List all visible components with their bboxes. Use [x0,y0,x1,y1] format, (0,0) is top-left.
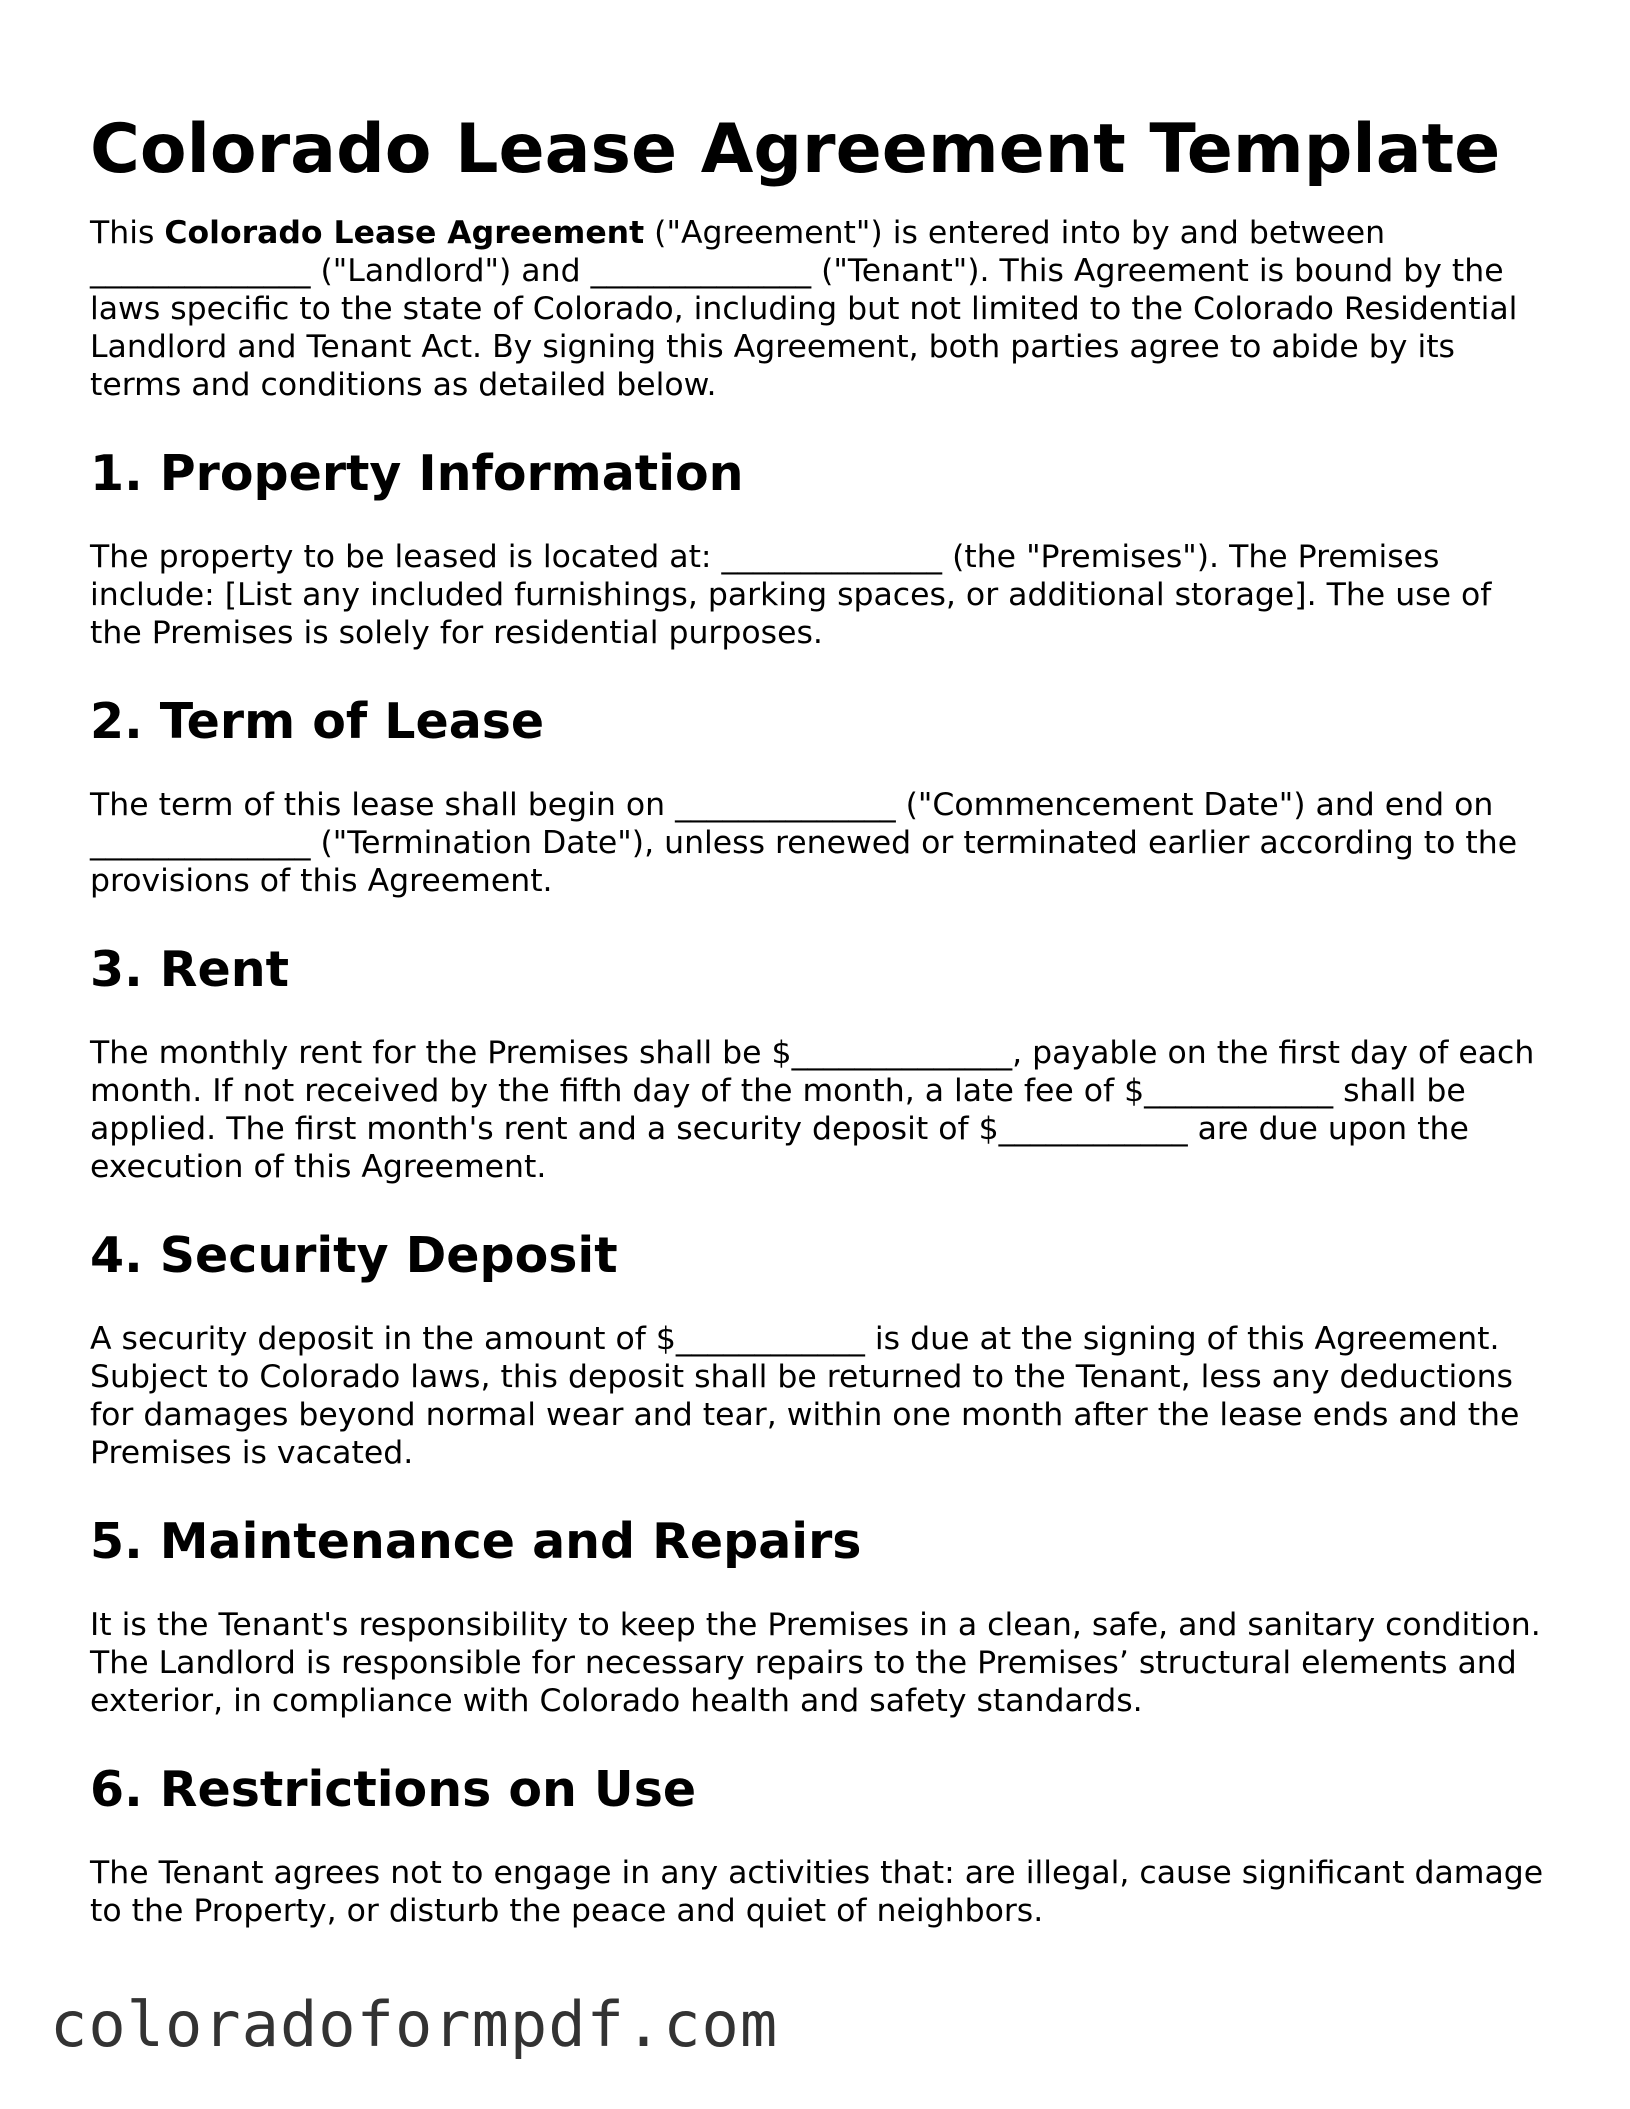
section-body-rent: The monthly rent for the Premises shall be $______________, payable on the first day of each month. If not received by the fifth day of the month, a late fee of $____________ shall be applied. The first month's rent and a security deposit of $____________ are due upon the execution of this Agreement. [90,1035,1535,1185]
section-heading-security-deposit: 4. Security Deposit [90,1227,618,1284]
intro-paragraph [90,214,1550,404]
section-body-term: The term of this lease shall begin on ______________ ("Commencement Date") and end on ______________ ("Termination Date"), unless renewed or terminated earlier according to the provisions of this Agreement. [90,787,1518,899]
section-heading-rent: 3. Rent [90,941,290,998]
section-body-security-deposit: A security deposit in the amount of $____________ is due at the signing of this Agreement. Subject to Colorado laws, this deposit shall be returned to the Tenant, less any deductions for damages beyond normal wear and tear, within one month after the lease ends and the Premises is vacated. [90,1321,1520,1471]
section-heading-maintenance: 5. Maintenance and Repairs [90,1513,862,1570]
section-body-maintenance: It is the Tenant's responsibility to keep the Premises in a clean, safe, and sanitary condition. The Landlord is responsible for necessary repairs to the Premises’ structural elements and exterior, in compliance with Colorado health and safety standards. [90,1607,1541,1719]
page-title: Colorado Lease Agreement Template [90,110,1501,189]
intro-bold-term: Colorado Lease Agreement [164,215,645,251]
document-page [90,110,1550,1930]
site-watermark: coloradoformpdf.com [50,1988,779,2061]
section-heading-restrictions: 6. Restrictions on Use [90,1761,697,1818]
intro-lead: This [90,215,165,251]
section-body-property: The property to be leased is located at: ______________ (the "Premises"). The Premises include: [List any included furnishings, parking spaces, or additional storage]. The use of the Premises is solely for residential purposes. [90,539,1492,651]
section-heading-term: 2. Term of Lease [90,693,545,750]
section-heading-property: 1. Property Information [90,445,744,502]
section-body-restrictions: The Tenant agrees not to engage in any activities that: are illegal, cause significant damage to the Property, or disturb the peace and quiet of neighbors. [90,1855,1544,1929]
intro-rest: ("Agreement") is entered into by and between ______________ ("Landlord") and ______________ ("Tenant"). This Agreement is bound by the laws specific to the state of Colorado, including but not limited to the Colorado Residential Landlord and Tenant Act. By signing this Agreement, both parties agree to abide by its terms and conditions as detailed below. [90,215,1518,403]
